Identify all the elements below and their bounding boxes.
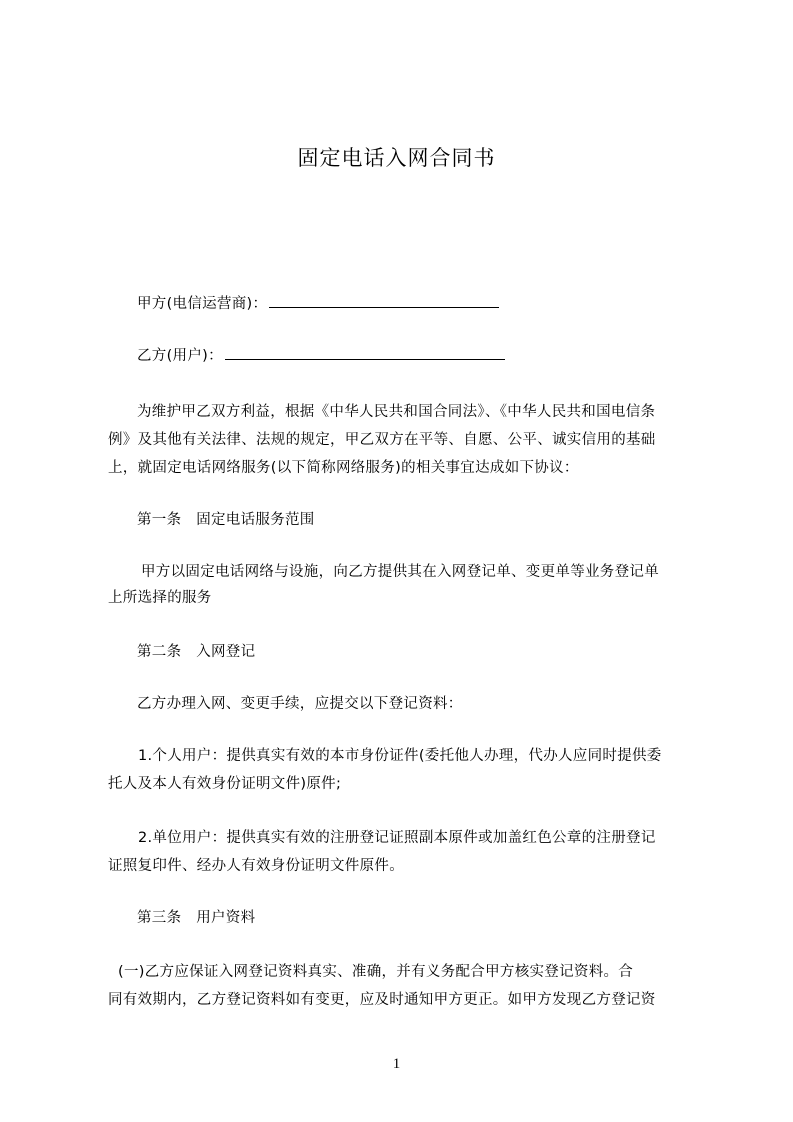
document-title: 固定电话入网合同书 xyxy=(297,146,496,170)
party-b-line xyxy=(137,344,505,365)
article-2-item-2-line-1: 2.单位用户：提供真实有效的注册登记证照副本原件或加盖红色公章的注册登记 xyxy=(138,830,656,846)
article-3-heading: 第三条 用户资料 xyxy=(137,910,256,926)
article-1-line-2: 上所选择的服务 xyxy=(108,590,212,606)
party-a-blank[interactable] xyxy=(269,293,499,308)
article-2-intro: 乙方办理入网、变更手续，应提交以下登记资料： xyxy=(137,696,463,712)
preamble-line-3: 上，就固定电话网络服务(以下简称网络服务)的相关事宜达成如下协议： xyxy=(108,460,579,476)
article-2-item-2-line-2: 证照复印件、经办人有效身份证明文件原件。 xyxy=(108,858,404,874)
article-3-line-2: 同有效期内，乙方登记资料如有变更，应及时通知甲方更正。如甲方发现乙方登记资 xyxy=(108,992,656,1008)
page-number: 1 xyxy=(392,1056,401,1072)
party-b-blank[interactable] xyxy=(225,345,505,360)
preamble-line-2: 例》及其他有关法律、法规的规定，甲乙双方在平等、自愿、公平、诚实信用的基础 xyxy=(108,432,656,448)
party-a-line xyxy=(137,292,499,313)
article-2-item-1-line-2: 托人及本人有效身份证明文件)原件; xyxy=(108,776,342,792)
article-1-heading: 第一条 固定电话服务范围 xyxy=(137,512,315,528)
article-1-line-1: 甲方以固定电话网络与设施，向乙方提供其在入网登记单、变更单等业务登记单 xyxy=(141,564,659,580)
article-2-heading: 第二条 入网登记 xyxy=(137,644,256,660)
party-b-label: 乙方(用户)： xyxy=(137,348,223,364)
article-3-line-1: (一)乙方应保证入网登记资料真实、准确，并有义务配合甲方核实登记资料。合 xyxy=(118,964,634,980)
party-a-label: 甲方(电信运营商)： xyxy=(137,296,268,312)
article-2-item-1-line-1: 1.个人用户：提供真实有效的本市身份证件(委托他人办理，代办人应同时提供委 xyxy=(138,748,662,764)
preamble-line-1: 为维护甲乙双方利益，根据《中华人民共和国合同法》、《中华人民共和国电信条 xyxy=(137,404,656,420)
